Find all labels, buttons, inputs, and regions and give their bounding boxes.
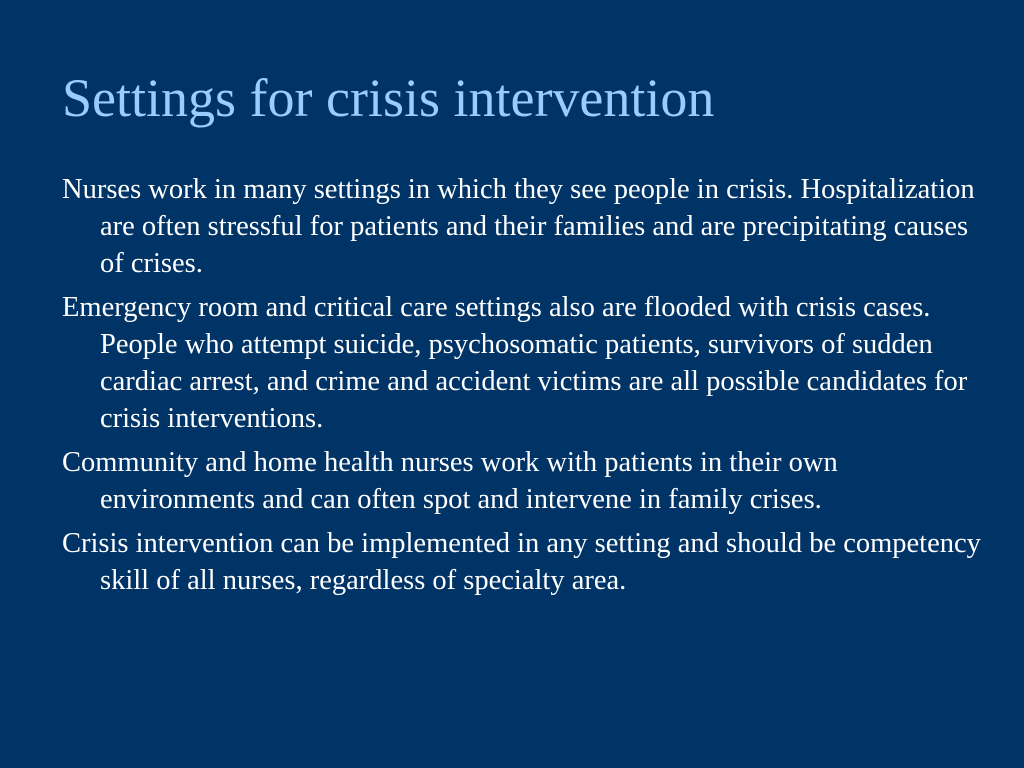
paragraph-community-settings: Community and home health nurses work with patients in their own environments and can often spot and intervene in family crises. <box>62 447 838 515</box>
slide-title: Settings for crisis intervention <box>62 68 715 128</box>
paragraph-any-setting: Crisis intervention can be implemented in any setting and should be competency skill of all nurses, regardless of specialty area. <box>62 528 981 596</box>
slide-body <box>62 171 982 606</box>
paragraph-emergency-settings: Emergency room and critical care settings also are flooded with crisis cases. People who attempt suicide, psychosomatic patients, survivors of sudden cardiac arrest, and crime and accident victims are all possible candidates for crisis interventions. <box>62 292 968 434</box>
paragraph-hospital-settings: Nurses work in many settings in which they see people in crisis. Hospitalization are often stressful for patients and their families and are precipitating causes of crises. <box>62 174 975 279</box>
